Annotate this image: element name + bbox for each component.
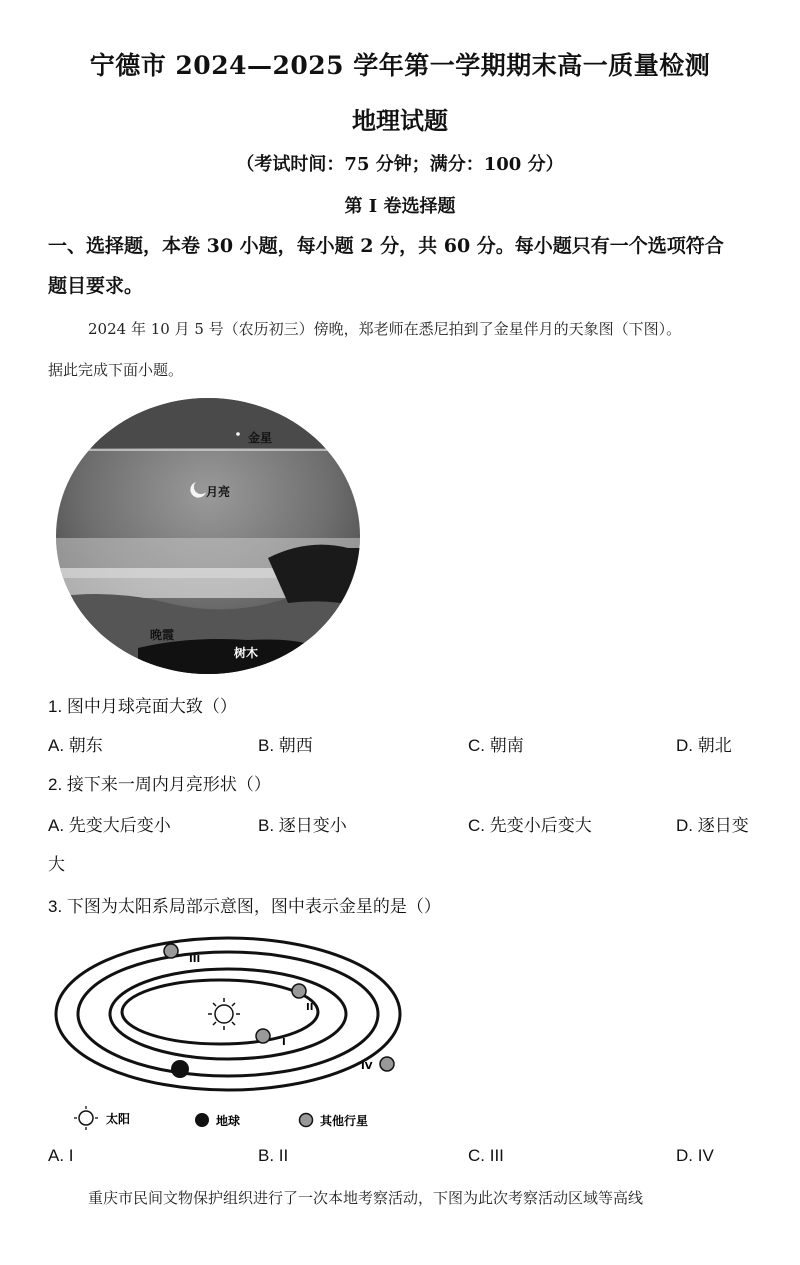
legend-sun-icon <box>74 1106 98 1130</box>
planet-label-ii: II <box>306 1002 314 1013</box>
earth-icon <box>171 1060 189 1078</box>
sunset-glow-label: 晚霞 <box>150 628 175 642</box>
intro-line2: 据此完成下面小题。 <box>48 361 184 379</box>
exam-info: （考试时间：75 分钟；满分：100 分） <box>236 154 564 175</box>
q3-option-d[interactable]: D. IV <box>676 1146 714 1165</box>
question-1-stem: 1. 图中月球亮面大致（） <box>48 697 237 716</box>
legend-other-planet-icon <box>300 1114 313 1127</box>
q1-option-d[interactable]: D. 朝北 <box>676 736 732 755</box>
q3-option-a[interactable]: A. I <box>48 1146 74 1165</box>
question-3-stem: 3. 下图为太阳系局部示意图，图中表示金星的是（） <box>48 897 441 916</box>
intro-line1: 2024 年 10 月 5 号（农历初三）傍晚，郑老师在悉尼拍到了金星伴月的天象图（下图）。 <box>88 320 682 338</box>
section-heading <box>48 226 768 306</box>
planet-ii-icon <box>292 984 306 998</box>
legend-earth-label: 地球 <box>216 1114 241 1128</box>
q1-option-a[interactable]: A. 朝东 <box>48 736 103 755</box>
subject-title: 地理试题 <box>352 106 448 135</box>
planet-i-icon <box>256 1029 270 1043</box>
solar-system-diagram <box>48 928 418 1138</box>
q3-option-c[interactable]: C. III <box>468 1146 504 1165</box>
section-heading-line1: 一、选择题，本卷 30 小题，每小题 2 分，共 60 分。每小题只有一个选项符合 <box>48 235 724 257</box>
legend-sun-label: 太阳 <box>106 1112 131 1126</box>
exam-title: 宁德市 2024—2025 学年第一学期期末高一质量检测 <box>89 51 711 80</box>
q1-option-b[interactable]: B. 朝西 <box>258 736 313 755</box>
q2-option-d[interactable]: D. 逐日变 <box>676 816 749 835</box>
q2-option-d-wrap: 大 <box>48 855 65 874</box>
planet-iii-icon <box>164 944 178 958</box>
volume-title: 第 I 卷选择题 <box>344 196 456 217</box>
q2-option-c[interactable]: C. 先变小后变大 <box>468 816 592 835</box>
trees-label: 树木 <box>234 646 259 660</box>
q1-option-c[interactable]: C. 朝南 <box>468 736 524 755</box>
sun-icon <box>208 998 240 1030</box>
planet-iv-icon <box>380 1057 394 1071</box>
planet-label-i: I <box>282 1037 286 1048</box>
venus-dot <box>236 432 240 436</box>
question-2-stem: 2. 接下来一周内月亮形状（） <box>48 775 271 794</box>
legend-earth-icon <box>195 1113 209 1127</box>
moon-label: 月亮 <box>206 485 231 499</box>
q2-option-b[interactable]: B. 逐日变小 <box>258 816 347 835</box>
tree-silhouette <box>138 639 308 674</box>
planet-label-iii: III <box>189 954 201 965</box>
planet-label-iv: IV <box>361 1061 373 1072</box>
venus-moon-photo <box>48 398 368 674</box>
section-heading-line2: 题目要求。 <box>48 275 144 297</box>
next-passage-intro: 重庆市民间文物保护组织进行了一次本地考察活动，下图为此次考察活动区域等高线 <box>88 1189 644 1207</box>
venus-label: 金星 <box>248 431 273 445</box>
legend-other-label: 其他行星 <box>320 1114 369 1128</box>
q3-option-b[interactable]: B. II <box>258 1146 289 1165</box>
q2-option-a[interactable]: A. 先变大后变小 <box>48 816 171 835</box>
